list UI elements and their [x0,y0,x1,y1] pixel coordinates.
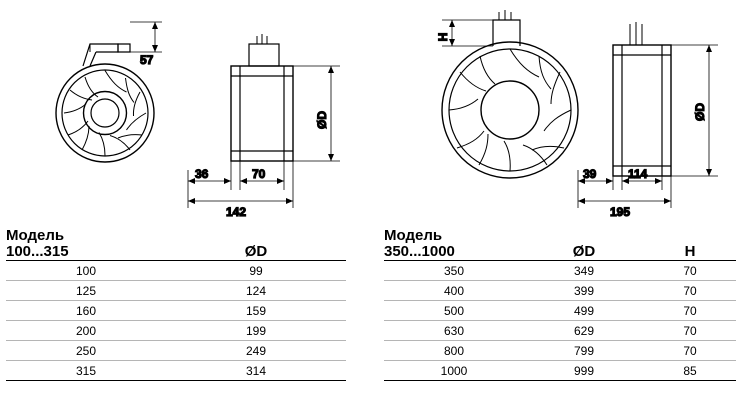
dim-label-142: 142 [226,205,247,219]
header-diameter-left: ØD [244,243,268,260]
dim-label-39: 39 [583,167,597,181]
table-row [6,321,346,341]
cell-model: 500 [384,301,524,321]
header-model-range: 100...315 [6,243,69,260]
table-row [384,321,736,341]
cell-diameter: 124 [166,281,346,301]
left-side-view [231,34,293,161]
table-row [384,361,736,381]
cell-diameter: 499 [524,301,644,321]
cell-model: 100 [6,261,166,281]
header-height-right: H [684,243,696,260]
header-model-label: Модель [384,227,443,244]
table-row [384,341,736,361]
cell-model: 160 [6,301,166,321]
dim-label-diameter-left: ØD [315,111,329,129]
dim-label-114: 114 [628,167,648,181]
dim-label-70: 70 [252,167,266,181]
cell-height: 70 [644,321,736,341]
cell-model: 400 [384,281,524,301]
header-diameter-right: ØD [572,243,596,260]
cell-diameter: 99 [166,261,346,281]
cell-model: 1000 [384,361,524,381]
cell-model: 200 [6,321,166,341]
header-model-label: Модель [6,227,65,244]
table-row [6,281,346,301]
model-table-right [384,228,736,381]
cell-height: 70 [644,261,736,281]
cell-diameter: 159 [166,301,346,321]
left-dim-57 [118,22,162,52]
cell-model: 315 [6,361,166,381]
dim-label-H: H [436,32,450,42]
table-row [384,301,736,321]
table-header-row [384,228,736,261]
cell-height: 85 [644,361,736,381]
dim-label-57: 57 [140,53,154,67]
right-front-view [442,10,578,178]
header-model-right [384,228,524,261]
table-row [6,341,346,361]
dim-label-diameter-right: ØD [693,103,707,121]
table-header-row [6,228,346,261]
table-row [6,301,346,321]
table-row [6,361,346,381]
cell-diameter: 399 [524,281,644,301]
cell-model: 800 [384,341,524,361]
dim-label-195: 195 [610,205,631,219]
table-row [6,261,346,281]
cell-height: 70 [644,301,736,321]
cell-diameter: 199 [166,321,346,341]
header-model-left [6,228,166,261]
table-row [384,281,736,301]
cell-model: 350 [384,261,524,281]
cell-model: 630 [384,321,524,341]
cell-model: 125 [6,281,166,301]
dim-label-36: 36 [195,167,209,181]
right-side-view [613,22,671,176]
cell-height: 70 [644,341,736,361]
cell-diameter: 249 [166,341,346,361]
cell-diameter: 799 [524,341,644,361]
cell-diameter: 349 [524,261,644,281]
cell-height: 70 [644,281,736,301]
cell-model: 250 [6,341,166,361]
cell-diameter: 999 [524,361,644,381]
header-model-range: 350...1000 [384,243,455,260]
cell-diameter: 629 [524,321,644,341]
model-table-left [6,228,346,381]
cell-diameter: 314 [166,361,346,381]
table-row [384,261,736,281]
